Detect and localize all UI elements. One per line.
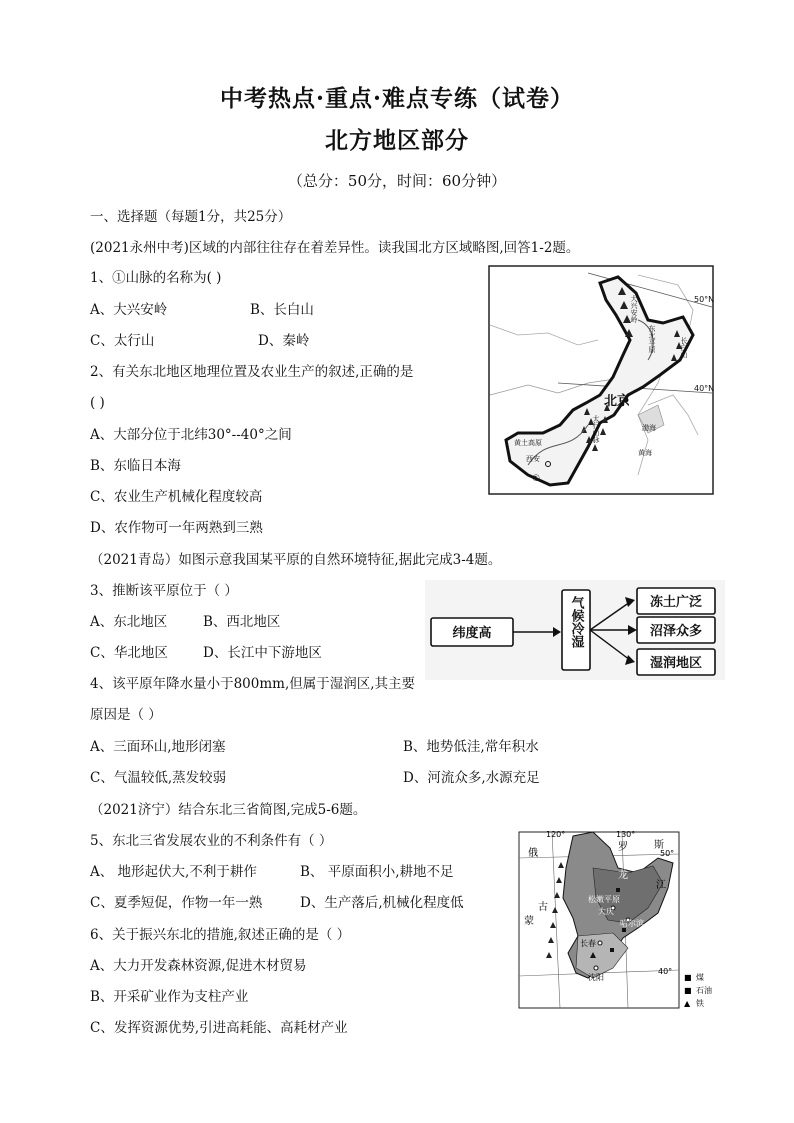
intro-3-4: （2021青岛）如图示意我国某平原的自然环境特征,据此完成3-4题。	[90, 552, 502, 568]
q6-option-a: A、大力开发森林资源,促进木材贸易	[90, 958, 307, 974]
q6-stem: 6、关于振兴东北的措施,叙述正确的是（ ）	[90, 927, 351, 943]
russia-e-label: 俄	[528, 848, 538, 859]
q6-option-c: C、发挥资源优势,引进高耗能、高耗材产业	[90, 1020, 348, 1036]
plain-environment-diagram	[425, 580, 725, 680]
q3-option-c: C、华北地区	[90, 645, 168, 661]
lat-40-label-ne: 40°	[658, 967, 673, 976]
lon-120-label: 120°	[546, 830, 566, 839]
russia-luo-label: 罗	[618, 842, 628, 853]
q2-option-b: B、东临日本海	[90, 458, 181, 474]
q5-option-b: B、 平原面积小,耕地不足	[300, 864, 454, 880]
q3-stem: 3、推断该平原位于（ ）	[90, 583, 238, 599]
q2-option-a: A、大部分位于北纬30°--40°之间	[90, 427, 292, 443]
q1-option-b: B、长白山	[250, 302, 314, 318]
flow-latitude: 纬度高	[452, 626, 492, 641]
intro-5-6: （2021济宁）结合东北三省简图,完成5-6题。	[90, 802, 367, 818]
lon-130-label: 130°	[616, 830, 636, 839]
score-time: （总分：50分，时间：60分钟）	[287, 172, 507, 190]
q4-option-d: D、河流众多,水源充足	[403, 770, 540, 786]
taihang-label: 太行山脉	[592, 415, 600, 443]
xian-label: 西安	[526, 455, 540, 463]
section-heading: 一、选择题（每题1分，共25分）	[90, 209, 292, 225]
beijing-label: 北京	[604, 394, 631, 409]
russia-si-label: 斯	[654, 840, 664, 851]
q5-stem: 5、东北三省发展农业的不利条件有（ ）	[90, 833, 333, 849]
legend-iron: 铁	[696, 999, 704, 1008]
heilong-label: 龙	[618, 870, 628, 881]
q1-option-a: A、大兴安岭	[90, 302, 168, 318]
daqing-label: 大庆	[598, 907, 614, 916]
q2-option-d: D、农作物可一年两熟到三熟	[90, 520, 263, 536]
exam-title: 中考热点·重点·难点专练（试卷）	[219, 85, 574, 112]
mongol-meng-label: 蒙	[524, 916, 534, 927]
jiang-label: 江	[656, 880, 666, 891]
legend-oil: 石油	[696, 986, 712, 995]
region-title: 北方地区部分	[325, 127, 469, 154]
dongbei-label: 东北平原	[648, 325, 656, 353]
northeast-provinces-map	[518, 828, 718, 1013]
loess-label: 黄土高原	[514, 439, 542, 447]
q4-option-a: A、三面环山,地形闭塞	[90, 739, 226, 755]
q4-stem: 4、该平原年降水量小于800mm,但属于湿润区,其主要	[90, 676, 416, 692]
legend-iron-symbol: ▲	[684, 999, 691, 1008]
shenyang-label: 沈阳	[588, 973, 604, 982]
intro-1-2: (2021永州中考)区域的内部往往存在着差异性。读我国北方区域略图,回答1-2题。	[90, 240, 580, 256]
q3-option-d: D、长江中下游地区	[203, 645, 322, 661]
lat-40-label: 40°N	[694, 384, 714, 393]
circle-one-label: ①	[532, 474, 541, 484]
q1-option-d: D、秦岭	[258, 333, 310, 349]
haerbin-label: 哈尔滨	[620, 919, 644, 928]
flow-permafrost: 冻土广泛	[649, 595, 703, 610]
q5-option-c: C、夏季短促，作物一年一熟	[90, 895, 263, 911]
q1-option-c: C、太行山	[90, 333, 155, 349]
huanghai-label: 黄海	[638, 449, 652, 457]
changbai-label: 长白山	[680, 337, 688, 358]
q3-option-b: B、西北地区	[203, 614, 281, 630]
q2-paren: ( )	[90, 395, 105, 411]
legend-oil-symbol: ■	[684, 986, 692, 995]
q2-stem: 2、有关东北地区地理位置及农业生产的叙述,正确的是	[90, 364, 414, 380]
lat-50-label-ne: 50°	[660, 849, 675, 858]
changchun-label: 长春	[580, 939, 596, 948]
lat-50-label: 50°N	[694, 295, 714, 304]
flow-humid-region: 湿润地区	[649, 656, 703, 671]
q5-option-d: D、生产落后,机械化程度低	[300, 895, 464, 911]
daxing-label: 大兴安岭	[630, 295, 638, 323]
flow-climate: 气候冷湿	[568, 596, 584, 648]
q1-stem: 1、①山脉的名称为( )	[90, 270, 222, 286]
q5-option-a: A、 地形起伏大,不利于耕作	[90, 864, 257, 880]
q4-option-b: B、地势低洼,常年积水	[403, 739, 539, 755]
legend-coal-symbol: ■	[684, 973, 692, 982]
north-region-map	[488, 265, 714, 495]
bohai-label: 渤海	[642, 424, 656, 432]
q4-option-c: C、气温较低,蒸发较弱	[90, 770, 227, 786]
legend-coal: 煤	[696, 973, 704, 982]
mongol-gu-label: 古	[538, 902, 548, 913]
q4-stem-cont: 原因是（ ）	[90, 707, 162, 723]
flow-swamps: 沼泽众多	[649, 624, 703, 639]
q3-option-a: A、东北地区	[90, 614, 168, 630]
songnen-label: 松嫩平原	[588, 895, 620, 904]
q2-option-c: C、农业生产机械化程度较高	[90, 489, 263, 505]
q6-option-b: B、开采矿业作为支柱产业	[90, 989, 249, 1005]
